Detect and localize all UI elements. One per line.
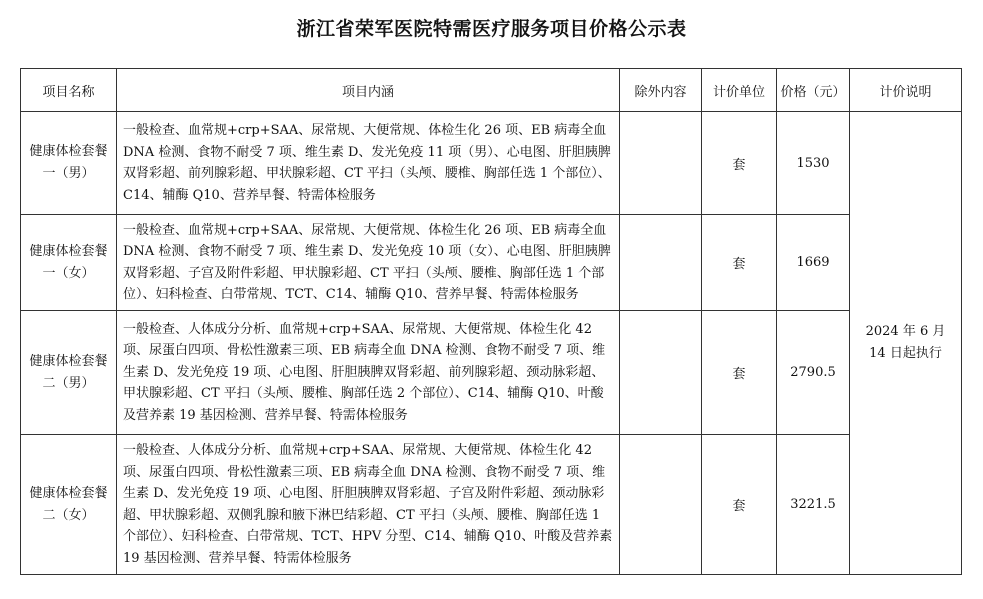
price-table (20, 68, 962, 575)
header-row (21, 69, 962, 112)
package-price: 1530 (777, 112, 850, 215)
package-unit: 套 (702, 435, 777, 575)
package-exclusion (620, 112, 702, 215)
package-exclusion (620, 311, 702, 435)
table-row (21, 435, 962, 575)
package-price: 3221.5 (777, 435, 850, 575)
package-unit: 套 (702, 311, 777, 435)
table-row (21, 311, 962, 435)
package-exclusion (620, 435, 702, 575)
effective-date-note: 2024 年 6 月 14 日起执行 (850, 112, 962, 575)
header-project-content: 项目内涵 (117, 69, 620, 112)
package-exclusion (620, 215, 702, 311)
header-exclusion: 除外内容 (620, 69, 702, 112)
package-unit: 套 (702, 112, 777, 215)
package-name: 健康体检套餐一（女） (21, 215, 117, 311)
package-price: 2790.5 (777, 311, 850, 435)
header-project-name: 项目名称 (21, 69, 117, 112)
package-name: 健康体检套餐二（男） (21, 311, 117, 435)
table-row (21, 112, 962, 215)
package-price: 1669 (777, 215, 850, 311)
header-price: 价格（元） (777, 69, 850, 112)
package-content: 一般检查、人体成分分析、血常规+crp+SAA、尿常规、大便常规、体检生化 42 项、尿蛋白四项、骨松性激素三项、EB 病毒全血 DNA 检测、食物不耐受 7 项、维生素 D、发光免疫 19 项、心电图、肝胆胰脾双肾彩超、子宫及附件彩超、颈动脉彩超、甲状腺彩超、双侧乳腺和腋下淋巴结彩超、CT 平扫（头颅、腰椎、胸部任选 1 个部位）、妇科检查、白带常规、TCT、HPV 分型、C14、辅酶 Q10、叶酸及营养素 19 基因检测、营养早餐、特需体检服务 (117, 435, 620, 575)
package-name: 健康体检套餐二（女） (21, 435, 117, 575)
package-content: 一般检查、血常规+crp+SAA、尿常规、大便常规、体检生化 26 项、EB 病毒全血 DNA 检测、食物不耐受 7 项、维生素 D、发光免疫 10 项（女）、心电图、肝胆胰脾双肾彩超、子宫及附件彩超、甲状腺彩超、CT 平扫（头颅、腰椎、胸部任选 1 个部位）、妇科检查、白带常规、TCT、C14、辅酶 Q10、营养早餐、特需体检服务 (117, 215, 620, 311)
page-title: 浙江省荣军医院特需医疗服务项目价格公示表 (296, 18, 687, 40)
table-row (21, 215, 962, 311)
package-content: 一般检查、血常规+crp+SAA、尿常规、大便常规、体检生化 26 项、EB 病毒全血 DNA 检测、食物不耐受 7 项、维生素 D、发光免疫 11 项（男）、心电图、肝胆胰脾双肾彩超、前列腺彩超、甲状腺彩超、CT 平扫（头颅、腰椎、胸部任选 1 个部位）、C14、辅酶 Q10、营养早餐、特需体检服务 (117, 112, 620, 215)
package-unit: 套 (702, 215, 777, 311)
package-content: 一般检查、人体成分分析、血常规+crp+SAA、尿常规、大便常规、体检生化 42 项、尿蛋白四项、骨松性激素三项、EB 病毒全血 DNA 检测、食物不耐受 7 项、维生素 D、发光免疫 19 项、心电图、肝胆胰脾双肾彩超、前列腺彩超、颈动脉彩超、甲状腺彩超、CT 平扫（头颅、腰椎、胸部任选 2 个部位）、C14、辅酶 Q10、叶酸及营养素 19 基因检测、营养早餐、特需体检服务 (117, 311, 620, 435)
package-name: 健康体检套餐一（男） (21, 112, 117, 215)
header-note: 计价说明 (850, 69, 962, 112)
header-unit: 计价单位 (702, 69, 777, 112)
